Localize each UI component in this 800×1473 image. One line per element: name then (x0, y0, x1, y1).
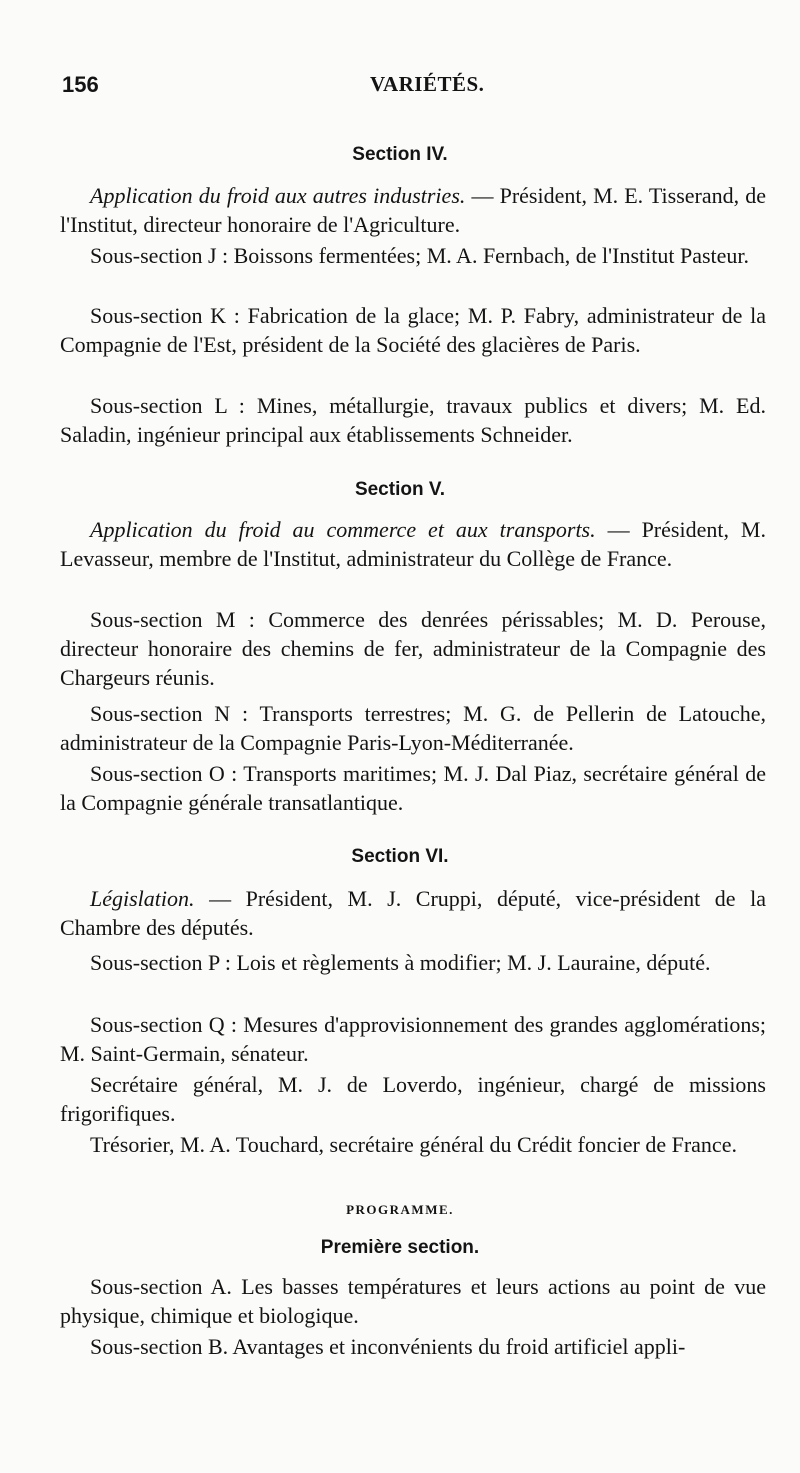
paragraph-text: Mines, métallurgie, travaux publics et divers; M. Ed. Saladin, ingénieur principal aux établissements Schneider. (60, 393, 766, 447)
paragraph-text: — Président, M. E. Tisserand, de l'Institut, directeur honoraire de l'Agriculture. (60, 183, 766, 237)
page-number: 156 (62, 72, 99, 97)
paragraph-text: — Président, M. J. Cruppi, député, vice-président de la Chambre des députés. (60, 886, 766, 940)
subsection-label: Sous-section M : (90, 607, 255, 632)
italic-heading: Législation. (90, 886, 195, 911)
subsection-label: Sous-section N : (90, 701, 249, 726)
paragraph (60, 391, 766, 449)
subsection-label: Sous-section O : (90, 761, 238, 786)
paragraph (60, 699, 766, 757)
paragraph (60, 1010, 766, 1068)
paragraph-text: Avantages et inconvénients du froid artificiel appli- (228, 1334, 686, 1359)
section-heading: Section IV. (352, 144, 448, 165)
paragraph (60, 301, 766, 359)
subsection-label: Sous-section B. (90, 1334, 229, 1359)
paragraph-text: Transports maritimes; M. J. Dal Piaz, secrétaire général de la Compagnie générale transatlantique. (60, 761, 766, 815)
paragraph (60, 948, 766, 977)
running-title: VARIÉTÉS. (370, 72, 485, 96)
paragraph-text: Les basses températures et leurs actions au point de vue physique, chimique et biologique. (60, 1274, 766, 1328)
paragraph-text: Transports terrestres; M. G. de Pellerin de Latouche, administrateur de la Compagnie Paris-Lyon-Méditerranée. (60, 701, 766, 755)
paragraph (60, 759, 766, 817)
italic-heading: Application du froid aux autres industries. (90, 183, 466, 208)
paragraph (60, 515, 766, 573)
paragraph-text: Trésorier, M. A. Touchard, secrétaire général du Crédit foncier de France. (90, 1132, 737, 1157)
subsection-label: Sous-section L : (90, 393, 245, 418)
subsection-label: Sous-section P : (90, 950, 231, 975)
subsection-label: Sous-section J : (90, 243, 229, 268)
section-heading: Section V. (354, 479, 446, 500)
subsection-label: Sous-section Q : (90, 1012, 237, 1037)
paragraph (60, 181, 766, 239)
paragraph-text: — Président, M. Levasseur, membre de l'Institut, administrateur du Collège de France. (60, 517, 766, 571)
subsection-label: Sous-section K : (90, 303, 240, 328)
paragraph-text: Commerce des denrées périssables; M. D. Perouse, directeur honoraire des chemins de fer, administrateur de la Compagnie des Chargeurs réunis. (60, 607, 766, 690)
programme-subheading: Première section. (320, 1237, 480, 1258)
programme-heading: PROGRAMME. (346, 1202, 454, 1217)
paragraph-text: Fabrication de la glace; M. P. Fabry, administrateur de la Compagnie de l'Est, président de la Société des glacières de Paris. (60, 303, 766, 357)
paragraph (60, 605, 766, 692)
paragraph (60, 884, 766, 942)
paragraph (60, 1070, 766, 1128)
page-header (62, 72, 760, 106)
paragraph-text: Secrétaire général, M. J. de Loverdo, ingénieur, chargé de missions frigorifiques. (60, 1072, 766, 1126)
subsection-label: Sous-section A. (90, 1274, 232, 1299)
paragraph-text: Boissons fermentées; M. A. Fernbach, de l'Institut Pasteur. (228, 243, 750, 268)
paragraph (60, 1130, 766, 1159)
paragraph (60, 1272, 766, 1330)
italic-heading: Application du froid au commerce et aux transports. (90, 517, 596, 542)
paragraph-text: Mesures d'approvisionnement des grandes agglomérations; M. Saint-Germain, sénateur. (60, 1012, 766, 1066)
paragraph (60, 241, 766, 270)
section-heading: Section VI. (351, 846, 449, 867)
paragraph-text: Lois et règlements à modifier; M. J. Lauraine, député. (230, 950, 711, 975)
paragraph (60, 1332, 766, 1361)
